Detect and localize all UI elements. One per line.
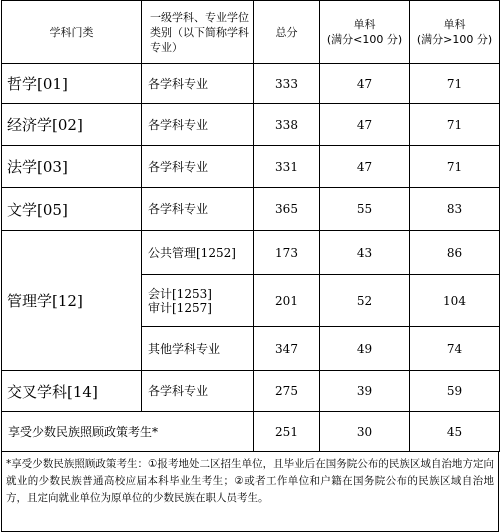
discipline-cell: 文学[05] — [2, 188, 142, 231]
discipline-cell: 经济学[02] — [2, 104, 142, 146]
category-cell: 各学科专业 — [142, 371, 254, 412]
category-cell: 公共管理[1252] — [142, 231, 254, 275]
header-single-b-note: (满分>100 分) — [416, 33, 493, 46]
category-line-accounting: 会计[1253] — [148, 286, 212, 301]
discipline-cell: 交叉学科[14] — [2, 371, 142, 412]
category-line-audit: 审计[1257] — [148, 300, 212, 315]
single-a-cell: 47 — [320, 64, 410, 104]
total-score-cell: 251 — [254, 412, 320, 452]
single-b-cell: 71 — [410, 146, 500, 188]
total-score-cell: 331 — [254, 146, 320, 188]
minority-label-cell: 享受少数民族照顾政策考生* — [2, 412, 254, 452]
total-score-cell: 201 — [254, 275, 320, 327]
header-single-a-note: (满分<100 分) — [326, 33, 403, 46]
policy-footnote: *享受少数民族照顾政策考生：①报考地处二区招生单位，且毕业后在国务院公布的民族区域自治地方定向就业的少数民族普通高校应届本科毕业生考生；②或者工作单位和户籍在国务院公布的民族区域自治地方，且定向就业单位为原单位的少数民族在职人员考生。 — [1, 451, 499, 532]
table-row — [2, 64, 500, 104]
category-cell: 其他学科专业 — [142, 327, 254, 371]
table-row — [2, 146, 500, 188]
category-cell: 各学科专业 — [142, 188, 254, 231]
single-b-cell: 59 — [410, 371, 500, 412]
single-b-cell: 86 — [410, 231, 500, 275]
header-total: 总分 — [254, 1, 320, 64]
discipline-cell-management: 管理学[12] — [2, 231, 142, 371]
single-b-cell: 71 — [410, 64, 500, 104]
discipline-cell: 法学[03] — [2, 146, 142, 188]
table-row — [2, 104, 500, 146]
header-single-over-100 — [410, 1, 500, 64]
header-single-under-100 — [320, 1, 410, 64]
header-row — [2, 1, 500, 64]
single-a-cell: 39 — [320, 371, 410, 412]
category-cell: 各学科专业 — [142, 64, 254, 104]
category-cell: 各学科专业 — [142, 104, 254, 146]
minority-row — [2, 412, 500, 452]
single-b-cell: 71 — [410, 104, 500, 146]
discipline-cell: 哲学[01] — [2, 64, 142, 104]
single-a-cell: 49 — [320, 327, 410, 371]
total-score-cell: 333 — [254, 64, 320, 104]
total-score-cell: 275 — [254, 371, 320, 412]
total-score-cell: 173 — [254, 231, 320, 275]
total-score-cell: 338 — [254, 104, 320, 146]
single-a-cell: 47 — [320, 104, 410, 146]
single-b-cell: 74 — [410, 327, 500, 371]
table-row — [2, 231, 500, 275]
single-a-cell: 55 — [320, 188, 410, 231]
category-cell: 各学科专业 — [142, 146, 254, 188]
table-row — [2, 188, 500, 231]
score-table — [1, 0, 500, 452]
category-cell-accounting-audit — [142, 275, 254, 327]
header-single-a-title: 单科 — [353, 18, 376, 31]
single-a-cell: 30 — [320, 412, 410, 452]
total-score-cell: 365 — [254, 188, 320, 231]
single-b-cell: 104 — [410, 275, 500, 327]
single-a-cell: 47 — [320, 146, 410, 188]
single-a-cell: 43 — [320, 231, 410, 275]
table-row — [2, 371, 500, 412]
single-a-cell: 52 — [320, 275, 410, 327]
single-b-cell: 45 — [410, 412, 500, 452]
header-discipline: 学科门类 — [2, 1, 142, 64]
total-score-cell: 347 — [254, 327, 320, 371]
header-category: 一级学科、专业学位类别（以下简称学科专业） — [142, 1, 254, 64]
single-b-cell: 83 — [410, 188, 500, 231]
header-single-b-title: 单科 — [443, 18, 466, 31]
